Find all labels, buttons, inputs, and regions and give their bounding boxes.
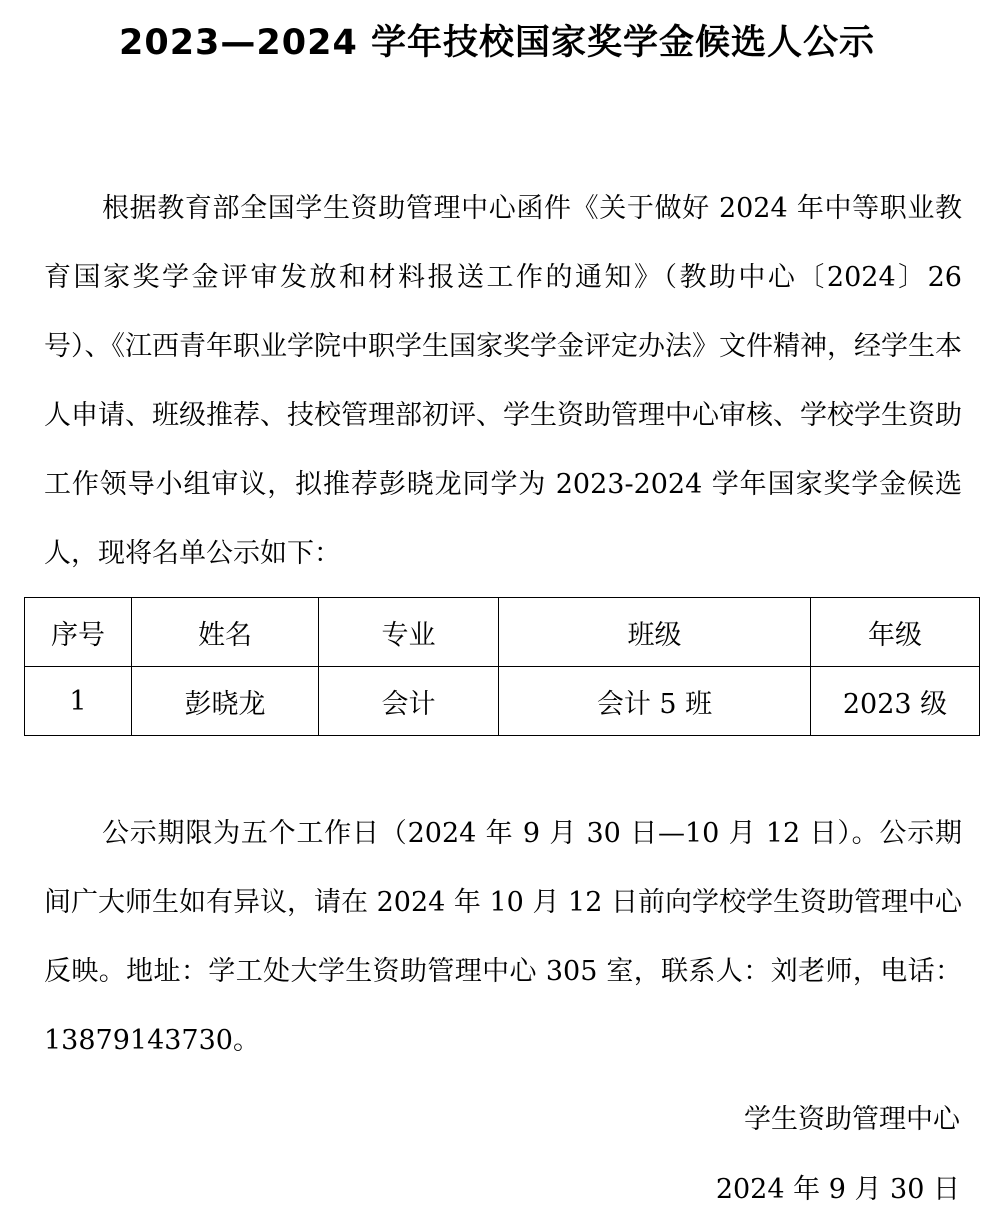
notice-paragraph-period: 公示期限为五个工作日（2024 年 9 月 30 日—10 月 12 日）。公示期间广大师生如有异议，请在 2024 年 10 月 12 日前向学校学生资助管理中心反映。地址：学工处大学生资助管理中心 305 室，联系人：刘老师，电话：13879143730。 [44,818,962,1056]
document-title: 2023—2024 学年技校国家奖学金候选人公示 [118,23,875,63]
notice-paragraph-basis: 根据教育部全国学生资助管理中心函件《关于做好 2024 年中等职业教育国家奖学金评审发放和材料报送工作的通知》（教助中心〔2024〕26 号）、《江西青年职业学院中职学生国家奖学金评定办法》文件精神，经学生本人申请、班级推荐、技校管理部初评、学生资助管理中心审核、学校学生资助工作领导小组审议，拟推荐彭晓龙同学为 2023-2024 学年国家奖学金候选人，现将名单公示如下： [44,193,962,569]
header-cell-index: 序号 [25,598,132,667]
cell-class: 会计 5 班 [499,667,811,736]
table-header-row [25,598,980,667]
cell-major: 会计 [319,667,499,736]
header-cell-name: 姓名 [132,598,319,667]
signature-date: 2024 年 9 月 30 日 [715,1174,960,1205]
header-cell-class: 班级 [499,598,811,667]
cell-grade: 2023 级 [811,667,980,736]
signature-organization: 学生资助管理中心 [744,1104,960,1135]
table-row [25,667,980,736]
header-cell-grade: 年级 [811,598,980,667]
header-cell-major: 专业 [319,598,499,667]
cell-name: 彭晓龙 [132,667,319,736]
candidate-table [24,597,980,736]
cell-index: 1 [25,667,132,736]
